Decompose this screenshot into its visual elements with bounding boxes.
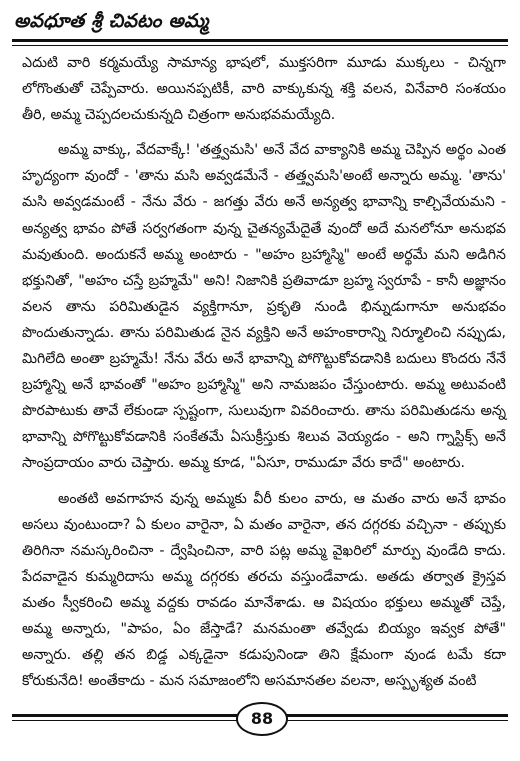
body-text [22,50,506,694]
page-footer [12,700,508,750]
page-number: 88 [236,702,288,736]
paragraph-2: అమ్మ వాక్కు, వేదవాక్కే! 'తత్త్వమసి' అనే వేద వాక్యానికి అమ్మ చెప్పిన అర్థం ఎంత హృద్యంగా వుందో - 'తాను మసి అవ్వడమేనే - తత్త్వమసి'అంటే అన్నారు అమ్మ. 'తాను' మసి అవ్వడమంటే - నేను వేరు - జగత్తు వేరు అనే అన్యత్వ భావాన్ని కాల్చివేయమని - అన్యత్వ భావం పోతే సర్వగతంగా వున్న చైతన్యమేదైతే వుందో అదే మనలోనూ అనుభవ మవుతుంది. అందుకనే అమ్మ అంటారు - "అహం బ్రహ్మాస్మి" అంటే అర్థమే మని అడిగిన భక్తునితో, "అహం చస్తే బ్రహ్మమే" అని! నిజానికి ప్రతివాడూ బ్రహ్మ స్వరూపే - కానీ అజ్ఞానం వలన తాను పరిమితుడైన వ్యక్తిగానూ, ప్రకృతి నుండి భిన్నుడుగానూ అనుభవం పొందుతున్నాడు. తాను పరిమితుడ నైన వ్యక్తిని అనే అహంకారాన్ని నిర్మూలించి నప్పుడు, మిగిలేది అంతా బ్రహ్మమే! నేను వేరు అనే భావాన్ని పోగొట్టుకోవడానికి బదులు కొందరు నేనే బ్రహ్మాన్ని అనే భావంతో "అహం బ్రహ్మాస్మి" అని నామజపం చేస్తుంటారు. అమ్మ అటువంటి పొరపాటుకు తావే లేకుండా స్పష్టంగా, సులువుగా వివరించారు. తాను పరిమితుడను అన్న భావాన్ని పోగొట్టుకోవడానికి సంకేతమే ఏసుక్రీస్తుకు శిలువ వెయ్యడం - అని గ్నాస్టిక్స్ అనే సాంప్రదాయం వారు చెప్తారు. అమ్మ కూడ, "ఏసూ, రాముడూ వేరు కాదే" అంటారు. [22,142,506,472]
running-title: అవధూత శ్రీ చివటం అమ్మ [14,10,209,32]
paragraph-3: అంతటి అవగాహన వున్న అమ్మకు వీరీ కులం వారు, ఆ మతం వారు అనే భావం అసలు వుంటుందా? ఏ కులం వారైనా, ఏ మతం వారైనా, తన దగ్గరకు వచ్చినా - తప్పుకు తిరిగినా నమస్కరించినా - ద్వేషించినా, వారి పట్ల అమ్మ వైఖరిలో మార్పు వుండేది కాదు. పేదవాడైన కుమ్మరిదాసు అమ్మ దగ్గరకు తరచు వస్తుండేవాడు. అతడు తర్వాత క్రైస్తవ మతం స్వీకరించి అమ్మ వద్దకు రావడం మానేశాడు. ఆ విషయం భక్తులు అమ్మతో చెప్తే, అమ్మ అన్నారు, "పాపం, ఏం జేస్తాడే? మనమంతా తవ్వేడు బియ్యం ఇవ్వక పోతే" అన్నారు. తల్లి తన బిడ్డ ఎక్కడైనా కడుపునిండా తిని క్షేమంగా వుండ టమే కదా కోరుకునేది! అంతేకాదు - మన సమాజంలోని అసమానతల వలనా, అస్పృశ్యత వంటి [22,490,506,690]
header-rule-thin [12,45,508,46]
header-rule-thick [12,39,508,42]
page-header [12,8,508,48]
paragraph-1: ఎదుటి వారి కర్మమయ్యే సామాన్య భాషలో, ముక్తసరిగా మూడు ముక్కలు - చిన్నగా లోగొంతుతో చెప్పేవారు. అయినప్పటికీ, వారి వాక్కుకున్న శక్తి వలన, వినేవారి సంశయం తీరి, అమ్మ చెప్పదలచుకున్నది చిత్రంగా అనుభవమయ్యేది. [22,55,506,124]
